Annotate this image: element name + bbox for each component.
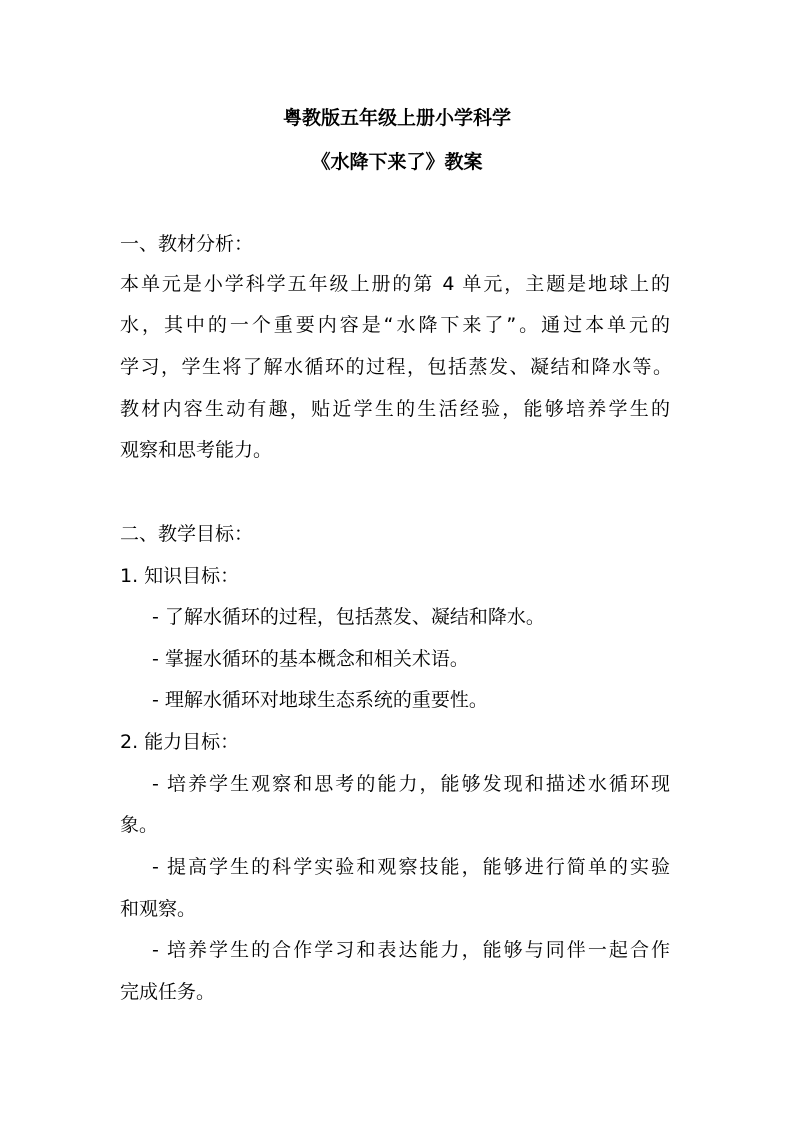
section1-line: 学习，学生将了解水循环的过程，包括蒸发、凝结和降水等。: [120, 356, 672, 378]
knowledge-heading: 1. 知识目标：: [120, 565, 240, 587]
ability-item-line: 和观察。: [120, 898, 197, 920]
section2-heading: 二、教学目标：: [120, 523, 254, 545]
ability-item-line: - 培养学生的合作学习和表达能力，能够与同伴一起合作: [152, 939, 670, 961]
knowledge-item: - 了解水循环的过程，包括蒸发、凝结和降水。: [152, 606, 545, 628]
knowledge-item: - 掌握水循环的基本概念和相关术语。: [152, 648, 469, 670]
doc-title-line1: 粤教版五年级上册小学科学: [282, 107, 511, 129]
ability-item-line: 象。: [120, 814, 159, 836]
ability-heading: 2. 能力目标：: [120, 731, 240, 753]
section1-line: 教材内容生动有趣，贴近学生的生活经验，能够培养学生的: [120, 398, 670, 420]
knowledge-item: - 理解水循环对地球生态系统的重要性。: [152, 689, 488, 711]
section1-line: 水，其中的一个重要内容是“水降下来了”。通过本单元的: [120, 314, 670, 336]
doc-title-line2: 《水降下来了》教案: [311, 151, 483, 173]
section1-heading: 一、教材分析：: [120, 233, 254, 255]
ability-item-line: 完成任务。: [120, 981, 216, 1003]
ability-item-line: - 提高学生的科学实验和观察技能，能够进行简单的实验: [152, 856, 670, 878]
section1-line: 本单元是小学科学五年级上册的第 4 单元，主题是地球上的: [120, 273, 670, 295]
section1-line: 观察和思考能力。: [120, 439, 273, 461]
ability-item-line: - 培养学生观察和思考的能力，能够发现和描述水循环现: [152, 773, 670, 795]
